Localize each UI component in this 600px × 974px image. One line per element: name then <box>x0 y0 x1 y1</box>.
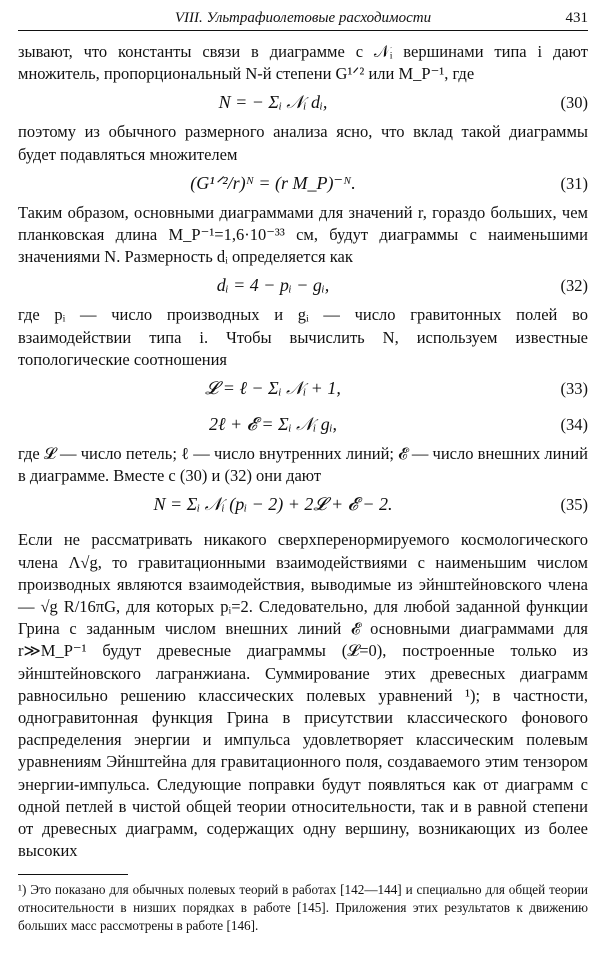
equation-number: (35) <box>560 495 588 515</box>
paragraph: Если не рассматривать никакого сверхперенормируемого космологического члена Λ√g, то гравитационными взаимодействиями с наименьшим числом производных являются взаимодействия, выводимые из эйнштейновского члена — √g R/16πG, для которых pᵢ=2. Следовательно, для любой заданной функции Грина с заданным числом внешних линий 𝓔 основными диаграммами для r≫M_P⁻¹ будут древесные диаграммы (𝓛=0), построенные только из эйнштейновского лагранжиана. Суммирование этих древесных диаграмм равносильно решению классических полевых уравнений ¹); в частности, одногравитонная функция Грина в присутствии классического фонового распределения энергии и импульса удовлетворяет классическим полевым уравнениям Эйнштейна для гравитационного поля, создаваемого этим тензором энергии-импульса. Следующие поправки будут появляться как от диаграмм с одной петлей в чистой общей теории относительности, так и в равной степени от древесных диаграмм, содержащих одну вершину, возникающих из более высоких <box>18 530 588 861</box>
equation-number: (34) <box>560 415 588 435</box>
running-header <box>18 8 588 31</box>
equation-number: (31) <box>560 173 588 193</box>
equation <box>18 85 588 121</box>
equation <box>18 268 588 304</box>
chapter-title: VIII. Ультрафиолетовые расходимости <box>174 10 432 26</box>
equation-number: (30) <box>560 93 588 113</box>
equation-body: dᵢ = 4 − pᵢ − gᵢ, <box>216 275 330 296</box>
book-page <box>18 8 588 935</box>
equation-body: (G¹ᐟ²/r)ᴺ = (r M_P)⁻ᴺ. <box>190 172 356 193</box>
equation-number: (33) <box>560 379 588 399</box>
page-number: 431 <box>565 10 588 26</box>
paragraph: поэтому из обычного размерного анализа ясно, что вклад такой диаграммы будет подавляться множителем <box>18 122 588 164</box>
equation <box>18 407 588 443</box>
equation-body: 𝓛 = ℓ − Σᵢ 𝒩ᵢ + 1, <box>205 378 341 399</box>
paragraph: где pᵢ — число производных и gᵢ — число гравитонных полей во взаимодействии типа i. Чтобы вычислить N, используем известные топологические соотношения <box>18 305 588 369</box>
footnote-divider <box>18 874 128 875</box>
equation-number: (32) <box>560 276 588 296</box>
equation-body: 2ℓ + 𝓔 = Σᵢ 𝒩ᵢ gᵢ, <box>208 414 338 435</box>
equation <box>18 371 588 407</box>
paragraph: Таким образом, основными диаграммами для значений r, гораздо больших, чем планковская длина M_P⁻¹=1,6·10⁻³³ см, будут диаграммы с наименьшими значениями N. Размерность dᵢ определяется как <box>18 202 588 267</box>
equation-body: N = − Σᵢ 𝒩ᵢ dᵢ, <box>218 92 328 113</box>
equation <box>18 166 588 202</box>
equation-body: N = Σᵢ 𝒩ᵢ (pᵢ − 2) + 2𝓛 + 𝓔 − 2. <box>153 494 393 515</box>
paragraph: зывают, что константы связи в диаграмме с 𝒩ᵢ вершинами типа i дают множитель, пропорциональный N-й степени G¹ᐟ² или M_P⁻¹, где <box>18 42 588 84</box>
equation <box>18 487 588 523</box>
footnote: ¹) Это показано для обычных полевых теорий в работах [142—144] и специально для общей теории относительности в низших порядках в работе [145]. Приложения этих результатов к движению больших масс рассмотрены в работе [146]. <box>18 882 588 934</box>
paragraph: где 𝓛 — число петель; ℓ — число внутренних линий; 𝓔 — число внешних линий в диаграмме. Вместе с (30) и (32) они дают <box>18 444 588 486</box>
